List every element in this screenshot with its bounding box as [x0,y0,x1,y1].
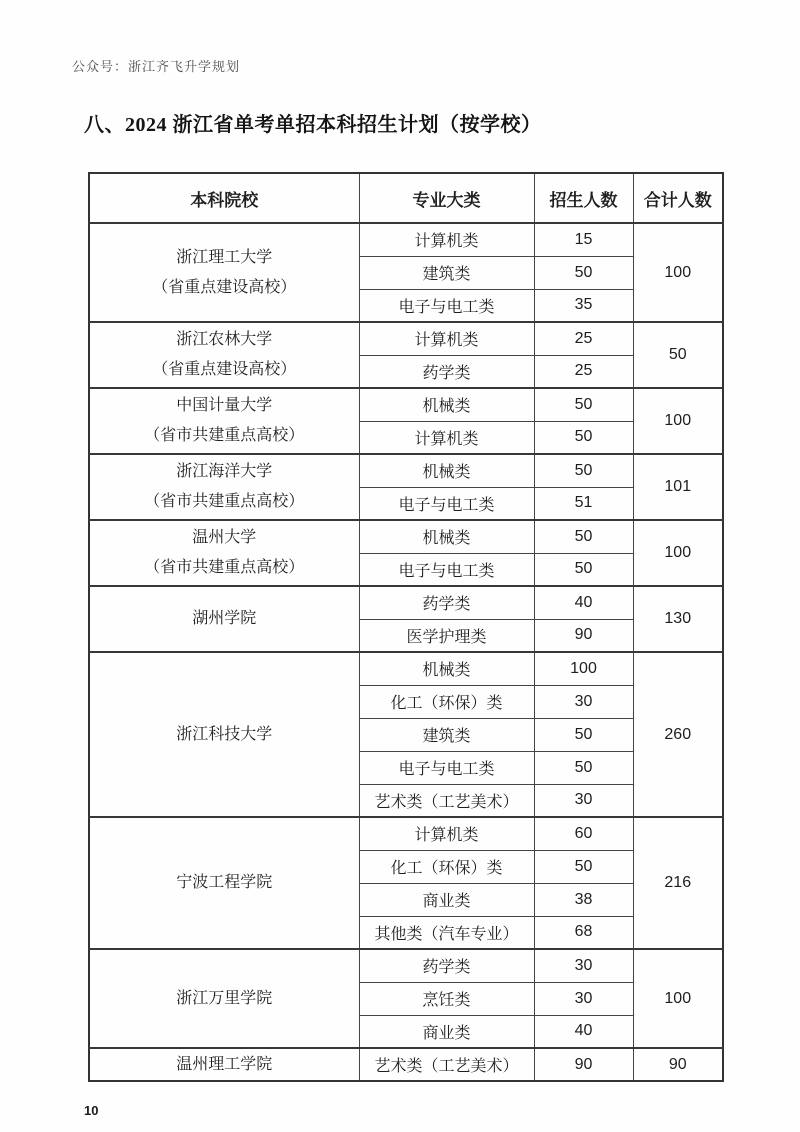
major-cell: 机械类 [359,520,534,553]
school-cell [89,223,359,322]
major-cell: 其他类（汽车专业） [359,916,534,949]
count-cell: 50 [534,553,633,586]
page-number: 10 [84,1103,99,1118]
school-note: （省市共建重点高校） [144,427,305,444]
major-cell: 机械类 [359,652,534,685]
school-cell [89,454,359,520]
major-cell: 电子与电工类 [359,289,534,322]
count-cell: 38 [534,883,633,916]
enrollment-plan-table [88,172,724,1082]
table-row [89,586,723,619]
total-cell: 100 [633,520,723,586]
major-cell: 艺术类（工艺美术） [359,1048,534,1081]
total-cell: 100 [633,223,723,322]
count-cell: 25 [534,322,633,355]
count-cell: 50 [534,256,633,289]
count-cell: 15 [534,223,633,256]
major-cell: 烹饪类 [359,982,534,1015]
major-cell: 药学类 [359,949,534,982]
account-watermark: 公众号：浙江齐飞升学规划 [72,59,241,74]
school-note: （省市共建重点高校） [144,559,305,576]
count-cell: 90 [534,1048,633,1081]
count-cell: 50 [534,421,633,454]
major-cell: 药学类 [359,355,534,388]
total-cell: 100 [633,949,723,1048]
total-cell: 100 [633,388,723,454]
major-cell: 计算机类 [359,421,534,454]
school-name: 中国计量大学 [176,397,273,415]
count-cell: 90 [534,619,633,652]
total-cell: 260 [633,652,723,817]
major-cell: 计算机类 [359,817,534,850]
table-row [89,454,723,487]
col-header-school: 本科院校 [89,173,359,223]
total-cell: 130 [633,586,723,652]
major-cell: 药学类 [359,586,534,619]
school-note: （省重点建设高校） [152,361,297,378]
major-cell: 机械类 [359,454,534,487]
major-cell: 机械类 [359,388,534,421]
count-cell: 50 [534,520,633,553]
count-cell: 30 [534,982,633,1015]
total-cell: 216 [633,817,723,949]
school-name: 温州理工学院 [176,1055,273,1073]
table-header-row [89,173,723,223]
school-note: （省重点建设高校） [152,278,297,296]
school-name: 湖州学院 [192,610,257,628]
school-cell [89,520,359,586]
major-cell: 商业类 [359,883,534,916]
table-row [89,652,723,685]
count-cell: 30 [534,784,633,817]
school-name: 浙江科技大学 [176,725,273,743]
major-cell: 医学护理类 [359,619,534,652]
school-cell [89,652,359,817]
school-name: 浙江海洋大学 [176,463,273,481]
major-cell: 电子与电工类 [359,751,534,784]
table-row [89,388,723,421]
table-row [89,949,723,982]
school-name: 浙江农林大学 [176,331,273,349]
major-cell: 建筑类 [359,718,534,751]
major-cell: 计算机类 [359,223,534,256]
school-cell [89,322,359,388]
total-cell: 101 [633,454,723,520]
count-cell: 68 [534,916,633,949]
table-row [89,223,723,256]
school-cell [89,586,359,652]
school-name: 宁波工程学院 [176,874,273,892]
major-cell: 建筑类 [359,256,534,289]
total-cell: 50 [633,322,723,388]
school-cell [89,1048,359,1081]
col-header-total: 合计人数 [633,173,723,223]
table-row [89,1048,723,1081]
count-cell: 35 [534,289,633,322]
school-cell [89,949,359,1048]
major-cell: 化工（环保）类 [359,850,534,883]
count-cell: 40 [534,1015,633,1048]
major-cell: 化工（环保）类 [359,685,534,718]
count-cell: 100 [534,652,633,685]
plan-table-body [89,223,723,1081]
major-cell: 电子与电工类 [359,553,534,586]
count-cell: 25 [534,355,633,388]
count-cell: 30 [534,685,633,718]
count-cell: 50 [534,454,633,487]
table-row [89,322,723,355]
school-cell [89,388,359,454]
count-cell: 50 [534,850,633,883]
major-cell: 商业类 [359,1015,534,1048]
school-note: （省市共建重点高校） [144,493,305,510]
school-name: 浙江理工大学 [176,248,273,266]
col-header-count: 招生人数 [534,173,633,223]
count-cell: 40 [534,586,633,619]
count-cell: 60 [534,817,633,850]
page-title: 八、2024 浙江省单考单招本科招生计划（按学校） [84,114,542,136]
school-name: 温州大学 [192,529,257,547]
school-name: 浙江万里学院 [176,989,273,1007]
col-header-major: 专业大类 [359,173,534,223]
table-row [89,817,723,850]
major-cell: 计算机类 [359,322,534,355]
count-cell: 30 [534,949,633,982]
major-cell: 艺术类（工艺美术） [359,784,534,817]
count-cell: 50 [534,388,633,421]
school-cell [89,817,359,949]
count-cell: 50 [534,751,633,784]
table-row [89,520,723,553]
major-cell: 电子与电工类 [359,487,534,520]
count-cell: 51 [534,487,633,520]
total-cell: 90 [633,1048,723,1081]
count-cell: 50 [534,718,633,751]
